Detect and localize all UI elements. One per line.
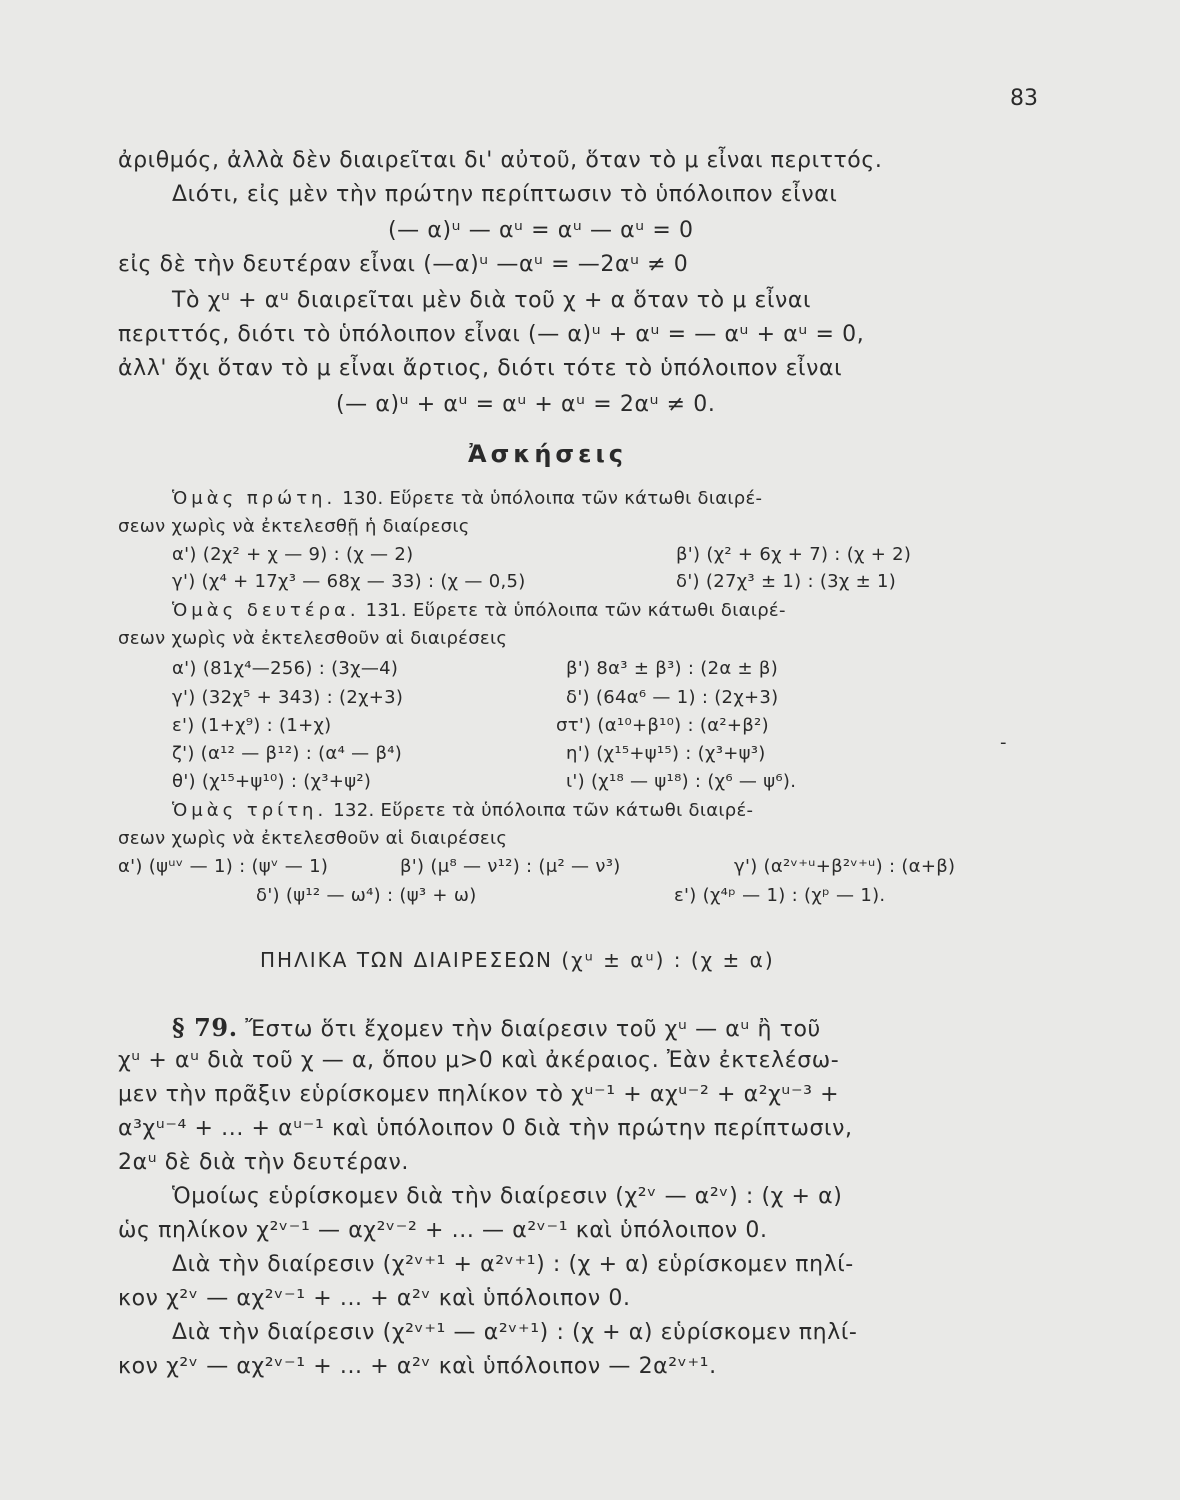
group-2-title: Ὁμὰς δευτέρα. [172,600,360,621]
exercise-item: β') (χ² + 6χ + 7) : (χ + 2) [676,544,912,565]
formula-line: (— α)ᵘ — αᵘ = αᵘ — αᵘ = 0 [388,218,694,243]
text-line: περιττός, διότι τὸ ὑπόλοιπον εἶναι (— α)ᵘ + αᵘ = — αᵘ + αᵘ = 0, [118,322,865,347]
group-3-instruction-cont: σεων χωρὶς νὰ ἐκτελεσθοῦν αἱ διαιρέσεις [118,828,508,849]
text-line: Διὰ τὴν διαίρεσιν (χ²ᵛ⁺¹ — α²ᵛ⁺¹) : (χ + α) εὑρίσκομεν πηλί- [172,1320,858,1345]
text-line: 2αᵘ δὲ διὰ τὴν δευτέραν. [118,1150,409,1175]
group-2-header [172,602,786,620]
group-1-instruction-cont: σεων χωρὶς νὰ ἐκτελεσθῇ ἡ διαίρεσις [118,516,470,537]
exercise-item: θ') (χ¹⁵+ψ¹⁰) : (χ³+ψ²) [172,771,372,792]
text-line: κον χ²ᵛ — αχ²ᵛ⁻¹ + ... + α²ᵛ καὶ ὑπόλοιπον 0. [118,1286,631,1311]
text-line: κον χ²ᵛ — αχ²ᵛ⁻¹ + ... + α²ᵛ καὶ ὑπόλοιπον — 2α²ᵛ⁺¹. [118,1354,717,1379]
section-number: § 79. [172,1013,238,1042]
group-2-instruction: 131. Εὕρετε τὰ ὑπόλοιπα τῶν κάτωθι διαιρέ- [365,600,786,621]
text-line: ὡς πηλίκον χ²ᵛ⁻¹ — αχ²ᵛ⁻² + ... — α²ᵛ⁻¹ καὶ ὑπόλοιπον 0. [118,1218,768,1243]
exercise-item: στ') (α¹⁰+β¹⁰) : (α²+β²) [556,715,769,736]
exercise-item: β') (μ⁸ — ν¹²) : (μ² — ν³) [400,856,621,877]
exercise-item: α') (2χ² + χ — 9) : (χ — 2) [172,544,414,565]
group-1-title: Ὁμὰς πρώτη. [172,488,337,509]
para-79-first-line [172,1013,821,1042]
exercise-item: η') (χ¹⁵+ψ¹⁵) : (χ³+ψ³) [566,743,766,764]
exercise-item: γ') (α²ᵛ⁺ᵘ+β²ᵛ⁺ᵘ) : (α+β) [734,856,956,877]
group-1-header [172,490,762,508]
group-3-title: Ὁμὰς τρίτη. [172,800,328,821]
page-number: 83 [1010,86,1038,111]
group-1-instruction: 130. Εὕρετε τὰ ὑπόλοιπα τῶν κάτωθι διαιρέ- [342,488,763,509]
text-line: εἰς δὲ τὴν δευτέραν εἶναι (—α)ᵘ —αᵘ = —2αᵘ ≠ 0 [118,252,689,277]
exercise-item: δ') (27χ³ ± 1) : (3χ ± 1) [676,571,897,592]
group-3-instruction: 132. Εὕρετε τὰ ὑπόλοιπα τῶν κάτωθι διαιρέ- [333,800,754,821]
text-line: ἀριθμός, ἀλλὰ δὲν διαιρεῖται δι' αὐτοῦ, ὅταν τὸ μ εἶναι περιττός. [118,148,883,173]
text-line: α³χᵘ⁻⁴ + ... + αᵘ⁻¹ καὶ ὑπόλοιπον 0 διὰ τὴν πρώτην περίπτωσιν, [118,1116,853,1141]
exercise-item: δ') (64α⁶ — 1) : (2χ+3) [566,687,779,708]
text-line: Ἔστω ὅτι ἔχομεν τὴν διαίρεσιν τοῦ χᵘ — αᵘ ἢ τοῦ [245,1017,821,1042]
group-3-header [172,802,753,820]
exercises-heading: Ἀσκήσεις [468,440,628,468]
exercise-item: γ') (32χ⁵ + 343) : (2χ+3) [172,687,404,708]
section-title: ΠΗΛΙΚΑ ΤΩΝ ΔΙΑΙΡΕΣΕΩΝ (χᵘ ± αᵘ) : (χ ± α) [260,948,775,972]
text-line: ἀλλ' ὄχι ὅταν τὸ μ εἶναι ἄρτιος, διότι τότε τὸ ὑπόλοιπον εἶναι [118,356,843,381]
exercise-item: α') (81χ⁴—256) : (3χ—4) [172,658,399,679]
formula-line: (— α)ᵘ + αᵘ = αᵘ + αᵘ = 2αᵘ ≠ 0. [336,392,716,417]
text-line: Τὸ χᵘ + αᵘ διαιρεῖται μὲν διὰ τοῦ χ + α ὅταν τὸ μ εἶναι [172,288,812,313]
text-line: Διὰ τὴν διαίρεσιν (χ²ᵛ⁺¹ + α²ᵛ⁺¹) : (χ + α) εὑρίσκομεν πηλί- [172,1252,854,1277]
exercise-item: δ') (ψ¹² — ω⁴) : (ψ³ + ω) [256,885,477,906]
exercise-item: α') (ψᵘᵛ — 1) : (ψᵛ — 1) [118,856,329,877]
text-line: Ὁμοίως εὑρίσκομεν διὰ τὴν διαίρεσιν (χ²ᵛ — α²ᵛ) : (χ + α) [172,1184,843,1209]
exercise-item: ε') (1+χ⁹) : (1+χ) [172,715,332,736]
text-line: χᵘ + αᵘ διὰ τοῦ χ — α, ὅπου μ>0 καὶ ἀκέραιος. Ἐὰν ἐκτελέσω- [118,1048,840,1073]
exercise-item: ζ') (α¹² — β¹²) : (α⁴ — β⁴) [172,743,403,764]
text-line: Διότι, εἰς μὲν τὴν πρώτην περίπτωσιν τὸ ὑπόλοιπον εἶναι [172,182,838,207]
exercise-item: ι') (χ¹⁸ — ψ¹⁸) : (χ⁶ — ψ⁶). [566,771,797,792]
group-2-instruction-cont: σεων χωρὶς νὰ ἐκτελεσθοῦν αἱ διαιρέσεις [118,628,508,649]
text-line: μεν τὴν πρᾶξιν εὑρίσκομεν πηλίκον τὸ χᵘ⁻¹ + αχᵘ⁻² + α²χᵘ⁻³ + [118,1082,840,1107]
exercise-item: β') 8α³ ± β³) : (2α ± β) [566,658,779,679]
exercise-item: ε') (χ⁴ᵖ — 1) : (χᵖ — 1). [674,885,886,906]
exercise-item: γ') (χ⁴ + 17χ³ — 68χ — 33) : (χ — 0,5) [172,571,526,592]
stray-mark: - [1000,732,1007,753]
